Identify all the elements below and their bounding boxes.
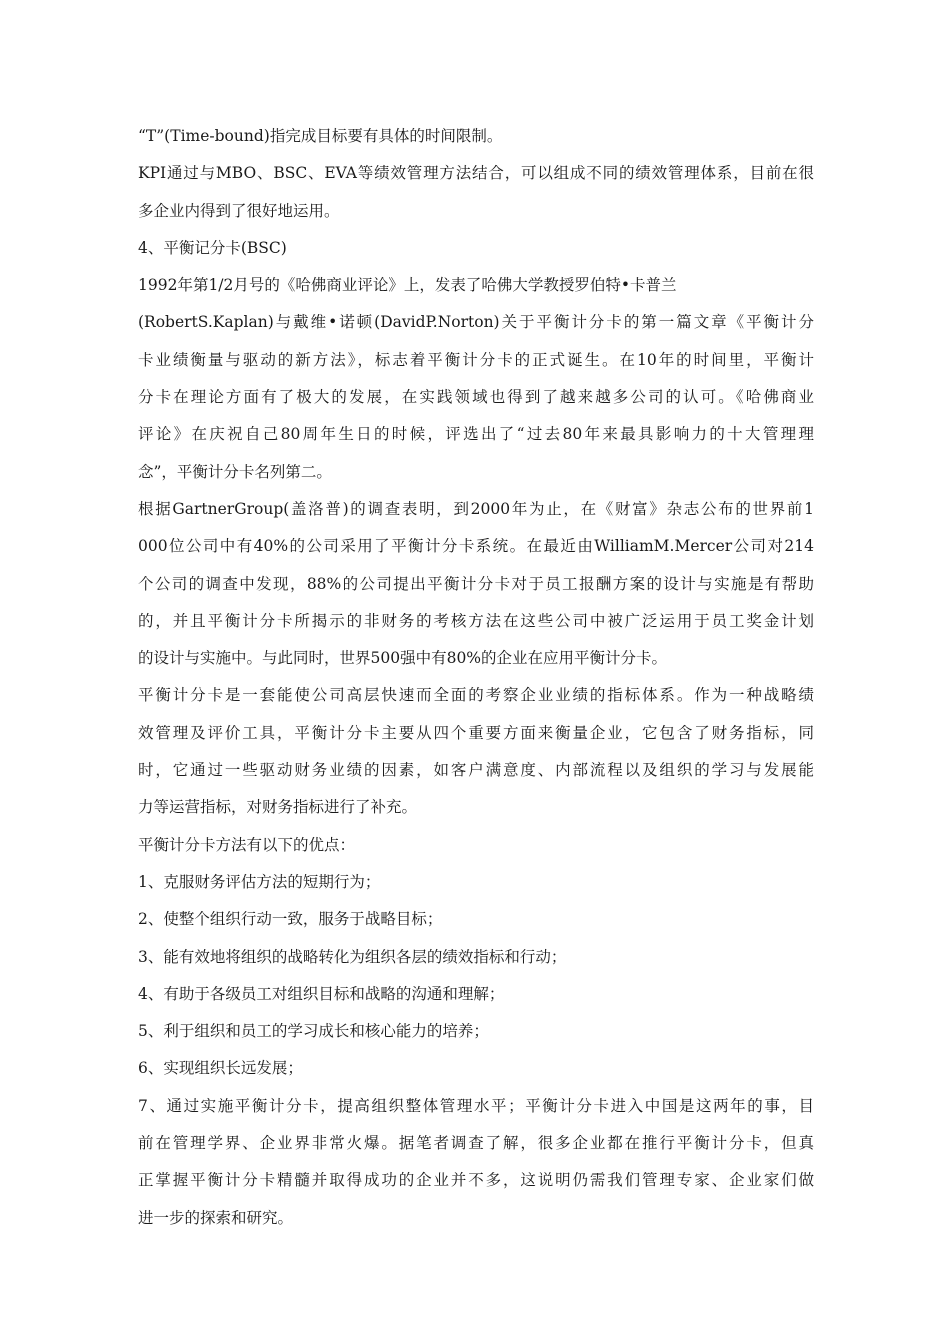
text-line: 6、实现组织长远发展； <box>138 1059 303 1078</box>
text-line: 前在管理学界、企业界非常火爆。据笔者调查了解，很多企业都在推行平衡计分卡，但真 <box>138 1134 814 1153</box>
document-body <box>138 118 814 1237</box>
text-line: 的设计与实施中。与此同时，世界500强中有80%的企业在应用平衡计分卡。 <box>138 649 668 668</box>
text-line: 时，它通过一些驱动财务业绩的因素，如客户满意度、内部流程以及组织的学习与发展能 <box>138 761 814 780</box>
text-line: 根据GartnerGroup(盖洛普)的调查表明，到2000年为止，在《财富》杂志公布的世界前1 <box>138 499 814 518</box>
text-line: 1、克服财务评估方法的短期行为； <box>138 872 381 891</box>
text-line: 正掌握平衡计分卡精髓并取得成功的企业并不多，这说明仍需我们管理专家、企业家们做 <box>138 1171 814 1190</box>
text-line: KPI通过与MBO、BSC、EVA等绩效管理方法结合，可以组成不同的绩效管理体系，目前在很 <box>138 164 814 183</box>
text-line: 1992年第1/2月号的《哈佛商业评论》上，发表了哈佛大学教授罗伯特•卡普兰 <box>138 276 677 295</box>
text-line: 念”，平衡计分卡名列第二。 <box>138 462 332 481</box>
text-line: 3、能有效地将组织的战略转化为组织各层的绩效指标和行动； <box>138 947 567 966</box>
text-line: 平衡计分卡方法有以下的优点： <box>138 835 356 854</box>
text-line: 2、使整个组织行动一致，服务于战略目标； <box>138 910 443 929</box>
text-line: “T”(Time-bound)指完成目标要有具体的时间限制。 <box>138 127 503 145</box>
text-line: 个公司的调查中发现，88%的公司提出平衡计分卡对于员工报酬方案的设计与实施是有帮助 <box>138 574 814 593</box>
text-line: 5、利于组织和员工的学习成长和核心能力的培养； <box>138 1022 489 1041</box>
text-line: 评论》在庆祝自己80周年生日的时候，评选出了“过去80年来最具影响力的十大管理理 <box>138 425 814 444</box>
text-line: 卡业绩衡量与驱动的新方法》，标志着平衡计分卡的正式诞生。在10年的时间里，平衡计 <box>138 350 814 369</box>
text-line: 4、有助于各级员工对组织目标和战略的沟通和理解； <box>138 984 505 1003</box>
text-line: 多企业内得到了很好地运用。 <box>138 201 340 220</box>
text-line: (RobertS.Kaplan)与戴维•诺顿(DavidP.Norton)关于平衡计分卡的第一篇文章《平衡计分 <box>138 313 814 332</box>
text-line: 4、平衡记分卡(BSC) <box>138 238 287 257</box>
text-line: 平衡计分卡是一套能使公司高层快速而全面的考察企业业绩的指标体系。作为一种战略绩 <box>138 686 814 705</box>
text-line: 力等运营指标，对财务指标进行了补充。 <box>138 798 418 817</box>
text-line: 效管理及评价工具，平衡计分卡主要从四个重要方面来衡量企业，它包含了财务指标，同 <box>138 723 814 742</box>
document-page <box>138 118 814 1237</box>
text-line: 7、通过实施平衡计分卡，提高组织整体管理水平；平衡计分卡进入中国是这两年的事，目 <box>138 1096 814 1115</box>
text-line: 分卡在理论方面有了极大的发展，在实践领域也得到了越来越多公司的认可。《哈佛商业 <box>138 388 814 407</box>
text-line: 的，并且平衡计分卡所揭示的非财务的考核方法在这些公司中被广泛运用于员工奖金计划 <box>138 611 814 630</box>
text-line: 000位公司中有40%的公司采用了平衡计分卡系统。在最近由WilliamM.Mercer公司对214 <box>138 537 814 556</box>
text-line: 进一步的探索和研究。 <box>138 1208 294 1227</box>
